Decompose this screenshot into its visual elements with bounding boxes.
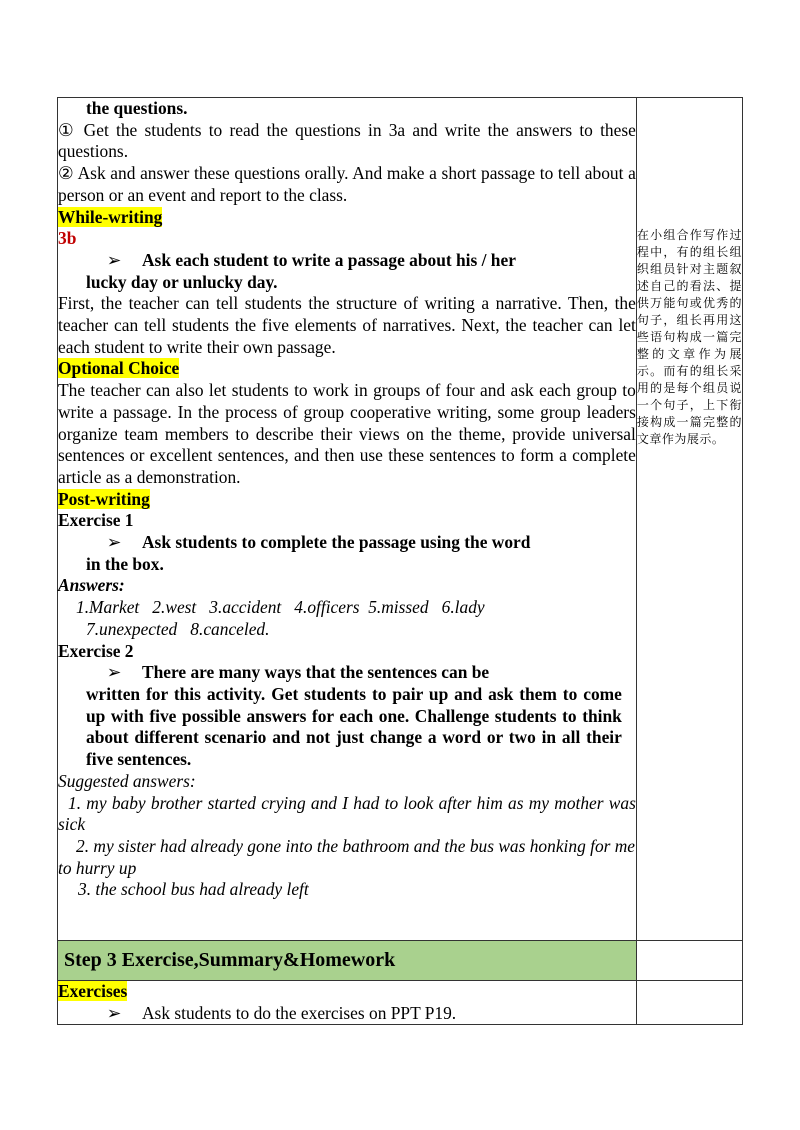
lesson-plan-table xyxy=(57,97,743,1025)
answers-line-2: 7.unexpected 8.canceled. xyxy=(86,618,270,639)
exercise-2-label: Exercise 2 xyxy=(58,640,134,661)
exercises-note-cell xyxy=(636,981,742,1025)
while-writing-paragraph: First, the teacher can tell students the structure of writing a narrative. Then, the teacher can tell students the five elements of narratives. Next, the teacher can let each student to write their own passage. xyxy=(58,293,636,357)
exercises-heading: Exercises xyxy=(58,981,128,1001)
bullet-arrow-icon: ➢ xyxy=(106,249,122,270)
exercises-bullet: ➢ Ask students to do the exercises on PPT P19. xyxy=(58,1003,636,1025)
optional-heading: Optional Choice xyxy=(58,358,180,379)
note-text: 在小组合作写作过程中，有的组长组织组员针对主题叙述自己的看法、提供万能句或优秀的句子，组长再用这些语句构成一篇完整的文章作为展示。而有的组长采用的是每个组员说一个句子，上下衔接构成一篇完整的文章作为展示。 xyxy=(636,228,742,446)
while-writing-bullet: ➢ Ask each student to write a passage about his / her lucky day or unlucky day. xyxy=(86,249,516,292)
optional-paragraph: The teacher can also let students to work in groups of four and ask each group to write a passage. In the process of group cooperative writing, some group leaders organize team members to describe their views on the theme, provide universal sentences or excellent sentences, and then use these sentences to form a complete article as a demonstration. xyxy=(58,380,636,487)
intro-tail: the questions. xyxy=(86,98,188,118)
step-3-title: Step 3 Exercise,Summary&Homework xyxy=(64,949,396,971)
step-item-1: ① Get the students to read the questions in 3a and write the answers to these questions. xyxy=(58,119,636,162)
while-writing-heading: While-writing xyxy=(58,206,163,227)
answers-label: Answers: xyxy=(58,575,125,596)
suggested-answer-3: 3. the school bus had already left xyxy=(78,879,309,900)
bullet-arrow-icon: ➢ xyxy=(106,662,122,683)
exercise-1-label: Exercise 1 xyxy=(58,510,134,531)
suggested-label: Suggested answers: xyxy=(58,770,196,791)
bullet-arrow-icon: ➢ xyxy=(106,1002,122,1023)
step-row xyxy=(58,941,743,981)
note-cell xyxy=(636,98,742,941)
suggested-answer-1: 1. my baby brother started crying and I had to look after him as my mother was sick xyxy=(58,792,636,835)
exercises-cell xyxy=(58,981,637,1025)
bullet-arrow-icon: ➢ xyxy=(106,532,122,553)
step-3-cell xyxy=(58,941,637,981)
step-item-2: ② Ask and answer these questions orally. And make a short passage to tell about a person or an event and report to the class. xyxy=(58,163,636,205)
main-content-cell xyxy=(58,98,637,941)
exercise-1-bullet: ➢ Ask students to complete the passage using the word in the box. xyxy=(86,532,531,574)
answers-line-1: 1.Market 2.west 3.accident 4.officers 5.missed 6.lady xyxy=(76,597,485,618)
post-writing-heading: Post-writing xyxy=(58,488,150,509)
suggested-answer-2: 2. my sister had already gone into the bathroom and the bus was honking for me to hurry up xyxy=(58,835,636,878)
step-3-note-cell xyxy=(636,941,742,981)
content-row xyxy=(58,98,743,941)
exercises-row xyxy=(58,981,743,1025)
exercise-2-bullet: ➢ There are many ways that the sentences can be written for this activity. Get students to pair up and ask them to come up with five possible answers for each one. Challenge students to think about different scenario and not just change a word or two in all their five sentences. xyxy=(86,662,622,770)
while-writing-sub: 3b xyxy=(58,228,77,249)
